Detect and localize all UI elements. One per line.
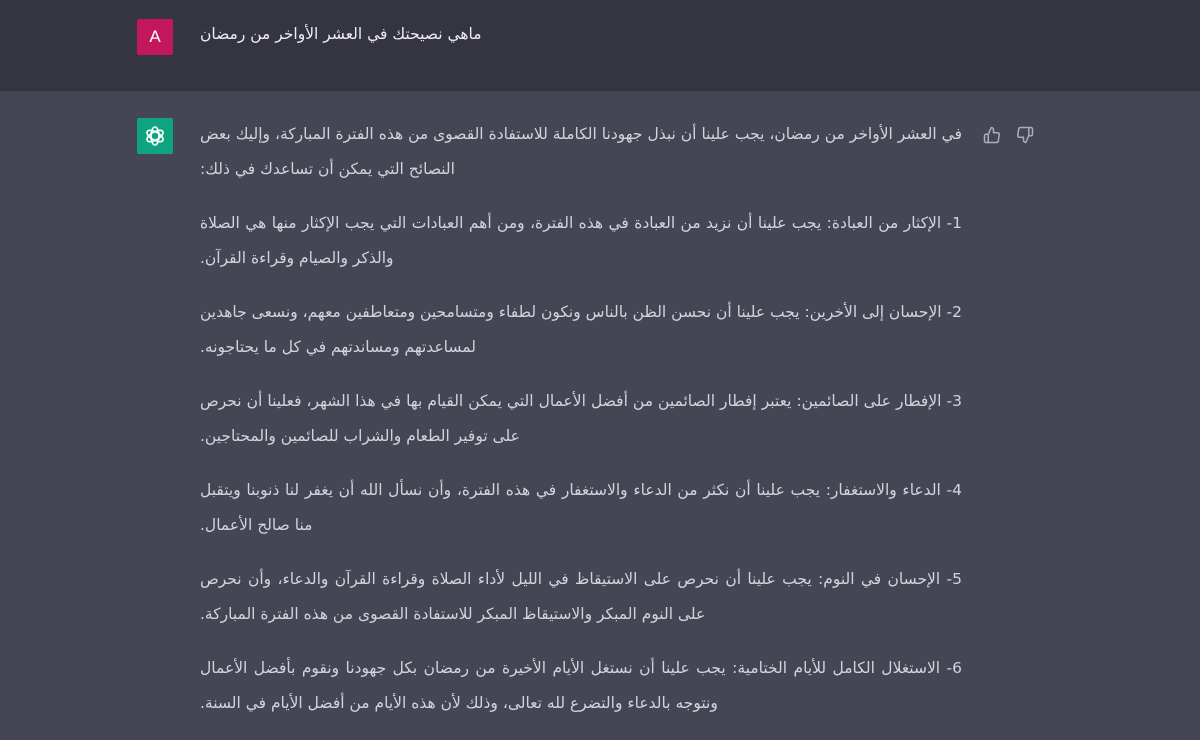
assistant-answer [200, 117, 962, 740]
openai-logo-icon [143, 124, 167, 148]
assistant-avatar [137, 118, 173, 154]
answer-tip-6: 6- الاستغلال الكامل للأيام الختامية: يجب علينا أن نستغل الأيام الأخيرة من رمضان بكل جهودنا ونقوم بأفضل الأعمال ونتوجه بالدعاء والتضرع لله تعالى، وذلك لأن هذه الأيام من أفضل الأيام في السنة. [200, 659, 962, 712]
dislike-button[interactable] [1014, 124, 1036, 146]
answer-tip-4: 4- الدعاء والاستغفار: يجب علينا أن نكثر من الدعاء والاستغفار في هذه الفترة، وأن نسأل الله أن يغفر لنا ذنوبنا ويتقبل منا صالح الأعمال. [200, 481, 962, 534]
assistant-message-row [0, 91, 1200, 728]
answer-tip-5: 5- الإحسان في النوم: يجب علينا أن نحرص على الاستيقاظ في الليل لأداء الصلاة وقراءة القرآن والدعاء، وأن نحرص على النوم المبكر والاستيقاظ المبكر للاستفادة القصوى من هذه الفترة المباركة. [200, 570, 962, 623]
user-message-text: ماهي نصيحتك في العشر الأواخر من رمضان [200, 25, 482, 43]
answer-tip-2: 2- الإحسان إلى الأخرين: يجب علينا أن نحسن الظن بالناس ونكون لطفاء ومتسامحين ومتعاطفين معهم، ونسعى جاهدين لمساعدتهم ومساندتهم في كل ما يحتاجونه. [200, 303, 962, 356]
answer-intro: في العشر الأواخر من رمضان، يجب علينا أن نبذل جهودنا الكاملة للاستفادة القصوى من هذه الفترة المباركة، وإليك بعض النصائح التي يمكن أن تساعدك في ذلك: [200, 125, 962, 178]
like-button[interactable] [981, 124, 1003, 146]
user-message-row [0, 0, 1200, 91]
thumbs-down-icon [1016, 126, 1034, 144]
user-avatar: A [137, 19, 173, 55]
answer-tip-1: 1- الإكثار من العبادة: يجب علينا أن نزيد من العبادة في هذه الفترة، ومن أهم العبادات التي يجب الإكثار منها هي الصلاة والذكر والصيام وقراءة القرآن. [200, 214, 962, 267]
thumbs-up-icon [983, 126, 1001, 144]
answer-tip-3: 3- الإفطار على الصائمين: يعتبر إفطار الصائمين من أفضل الأعمال التي يمكن القيام بها في هذا الشهر، فعلينا أن نحرص على توفير الطعام والشراب للصائمين والمحتاجين. [200, 392, 962, 445]
